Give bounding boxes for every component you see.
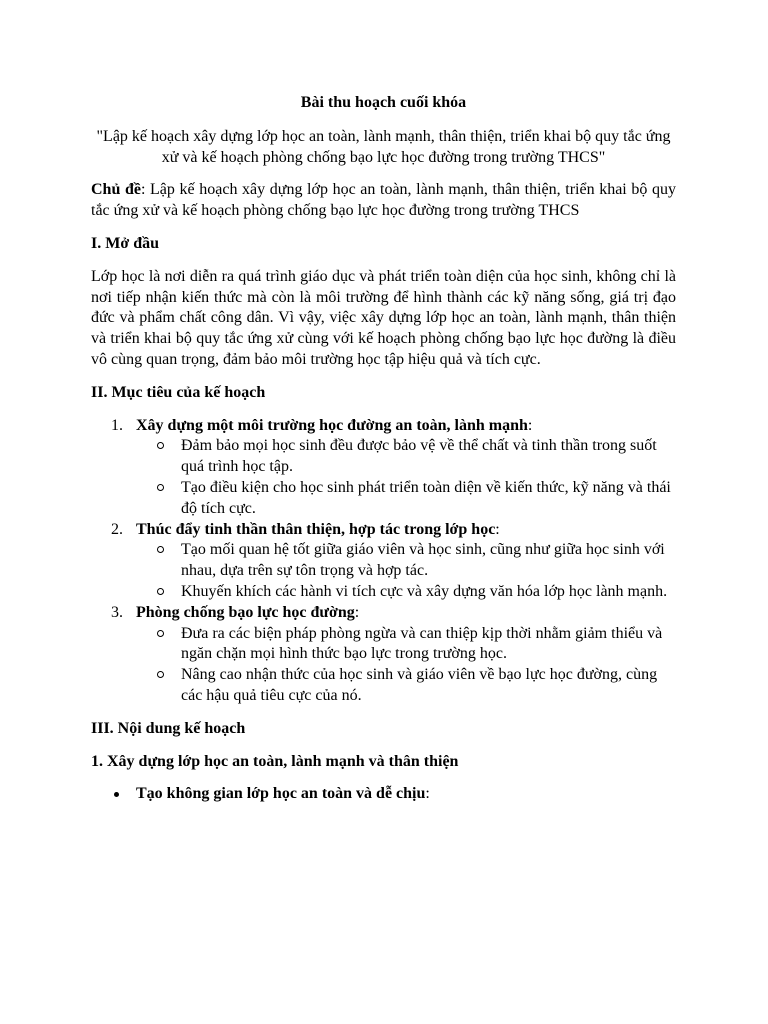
- list-item-text: Tạo mối quan hệ tốt giữa giáo viên và học sinh, cũng như giữa học sinh với nhau, dựa trên sự tôn trọng và hợp tác.: [181, 541, 665, 580]
- list-item-text: Nâng cao nhận thức của học sinh và giáo viên về bạo lực học đường, cùng các hậu quả tiêu cực của nó.: [181, 666, 658, 704]
- subsection-heading: 1. Xây dựng lớp học an toàn, lành mạnh và thân thiện: [91, 752, 459, 770]
- goal-sublist: [136, 436, 676, 519]
- circle-bullet-icon: [157, 630, 164, 637]
- list-item: [136, 582, 676, 603]
- list-item-text: Đảm bảo mọi học sinh đều được bảo vệ về thể chất và tinh thần trong suốt quá trình học tập.: [181, 437, 657, 476]
- document-subtitle: "Lập kế hoạch xây dựng lớp học an toàn, lành mạnh, thân thiện, triển khai bộ quy tắc ứng xử và kế hoạch phòng chống bạo lực học đường trong trường THCS": [96, 127, 671, 166]
- circle-bullet-icon: [157, 588, 164, 595]
- content-bullet-list: [91, 784, 676, 805]
- topic-text: : Lập kế hoạch xây dựng lớp học an toàn, lành mạnh, thân thiện, triển khai bộ quy tắc ứng xử và kế hoạch phòng chống bạo lực học đường trong trường THCS: [91, 181, 676, 220]
- circle-bullet-icon: [157, 546, 164, 553]
- list-item-text: Khuyến khích các hành vi tích cực và xây dựng văn hóa lớp học lành mạnh.: [181, 582, 668, 600]
- goal-sublist: [136, 624, 676, 707]
- bullet-suffix: :: [425, 785, 430, 803]
- bullet-dot-icon: [114, 792, 119, 797]
- topic-label: Chủ đề: [91, 181, 141, 199]
- bullet-title: Tạo không gian lớp học an toàn và dễ chịu: [136, 785, 426, 803]
- section-heading-content: III. Nội dung kế hoạch: [91, 719, 246, 737]
- intro-paragraph: Lớp học là nơi diễn ra quá trình giáo dục và phát triển toàn diện của học sinh, không chỉ là nơi tiếp nhận kiến thức mà còn là môi trường để hình thành các kỹ năng sống, giá trị đạo đức và phẩm chất công dân. Vì vậy, việc xây dựng lớp học an toàn, lành mạnh, thân thiện và triển khai bộ quy tắc ứng xử cùng với kế hoạch phòng chống bạo lực học đường là điều vô cùng quan trọng, đảm bảo môi trường học tập hiệu quả và tích cực.: [91, 267, 676, 368]
- goals-list: [91, 416, 676, 707]
- goal-number: 3.: [111, 603, 123, 621]
- circle-bullet-icon: [157, 671, 164, 678]
- document-title: Bài thu hoạch cuối khóa: [300, 94, 467, 111]
- goal-suffix: :: [495, 520, 500, 538]
- goal-number: 1.: [111, 416, 123, 434]
- goal-item: [91, 520, 676, 603]
- goal-sublist: [136, 540, 676, 602]
- section-heading-intro: I. Mở đầu: [91, 234, 159, 252]
- goal-item: [91, 603, 676, 707]
- circle-bullet-icon: [157, 442, 164, 449]
- list-item: [136, 436, 676, 478]
- goal-title: Xây dựng một môi trường học đường an toàn, lành mạnh: [136, 416, 528, 434]
- section-heading-goals: II. Mục tiêu của kế hoạch: [91, 383, 266, 401]
- goal-title: Phòng chống bạo lực học đường: [136, 603, 355, 621]
- goal-suffix: :: [527, 416, 533, 434]
- topic-paragraph: [91, 180, 676, 222]
- list-item: [136, 665, 676, 707]
- goal-title: Thúc đẩy tinh thần thân thiện, hợp tác trong lớp học: [136, 520, 496, 538]
- list-item: [136, 478, 676, 520]
- goal-item: [91, 416, 676, 520]
- list-item: [136, 624, 676, 666]
- circle-bullet-icon: [157, 484, 164, 491]
- list-item-text: Tạo điều kiện cho học sinh phát triển toàn diện về kiến thức, kỹ năng và thái độ tích cực.: [181, 478, 671, 517]
- list-item: [91, 784, 676, 805]
- goal-suffix: :: [354, 603, 360, 621]
- list-item-text: Đưa ra các biện pháp phòng ngừa và can thiệp kịp thời nhằm giảm thiểu và ngăn chặn mọi hình thức bạo lực trong trường học.: [181, 624, 663, 663]
- document-page: [91, 93, 676, 805]
- list-item: [136, 540, 676, 582]
- goal-number: 2.: [111, 520, 123, 538]
